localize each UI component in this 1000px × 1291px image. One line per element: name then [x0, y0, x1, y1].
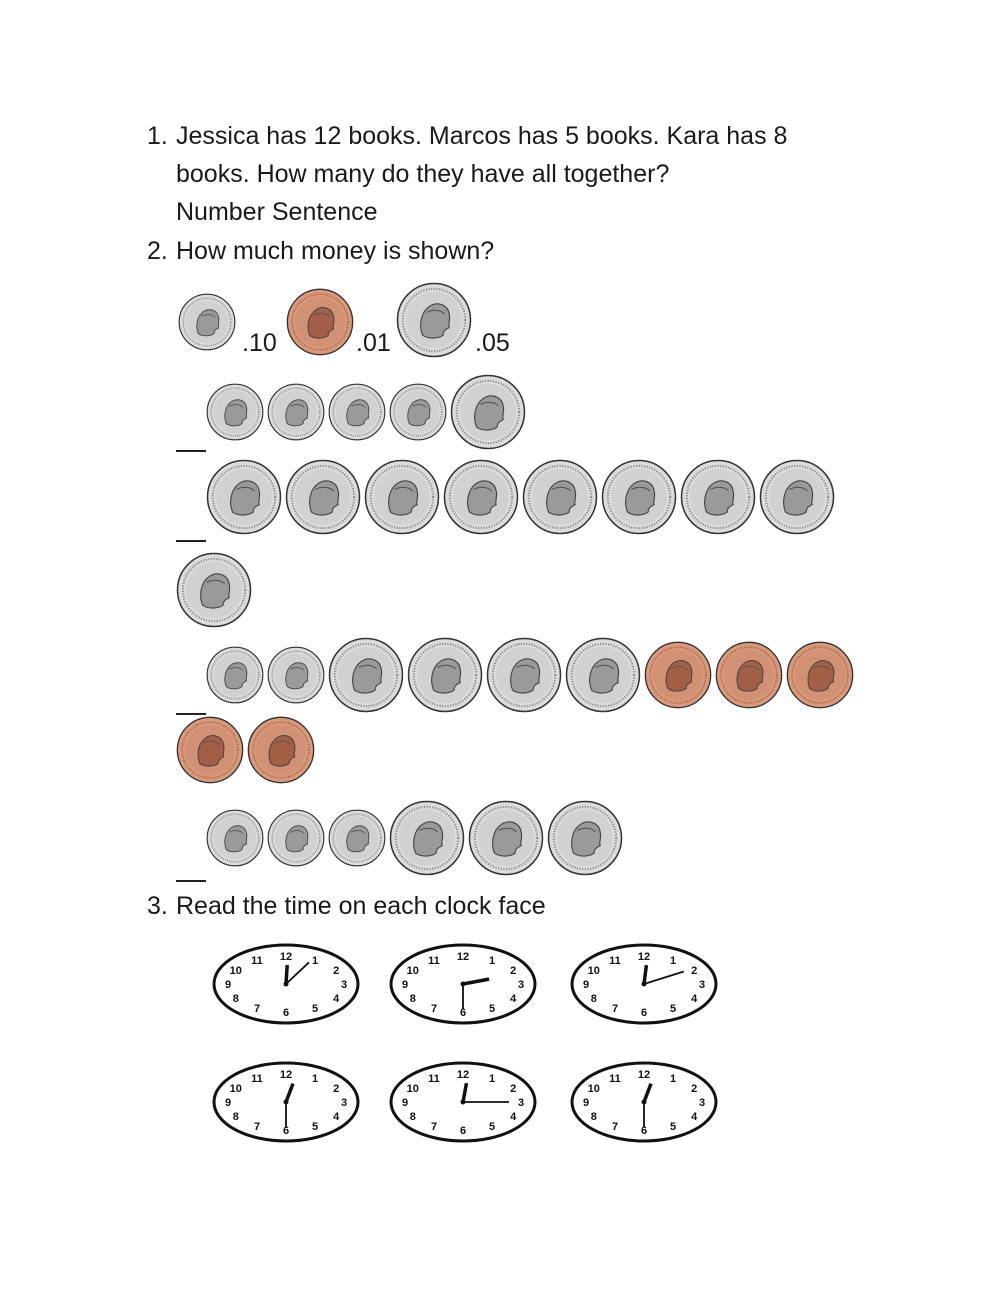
row-4-nickel-coin-icon	[547, 800, 623, 881]
svg-text:6: 6	[459, 1125, 467, 1137]
row-3-nickel-coin-icon	[565, 637, 641, 718]
row-1-dime-coin-icon	[206, 383, 264, 446]
svg-text:12: 12	[456, 1069, 470, 1081]
svg-text:5: 5	[488, 1121, 496, 1134]
svg-text:12: 12	[637, 951, 651, 963]
clock-face-6	[569, 1060, 719, 1144]
penny-value-label: .01	[356, 329, 391, 357]
svg-text:2: 2	[691, 965, 698, 977]
answer-blank-row-4[interactable]	[176, 880, 206, 882]
svg-text:10: 10	[587, 1083, 600, 1095]
svg-text:1: 1	[311, 954, 319, 967]
question-1-line-3: Number Sentence	[176, 198, 378, 226]
row-2-nickel-coin-icon	[206, 459, 282, 540]
svg-text:7: 7	[611, 1121, 619, 1134]
svg-text:10: 10	[229, 1083, 242, 1095]
svg-text:11: 11	[428, 954, 440, 967]
row-2-nickel-coin-icon	[443, 459, 519, 540]
row-2-nickel-coin-icon	[759, 459, 835, 540]
svg-text:4: 4	[333, 993, 340, 1005]
svg-text:3: 3	[340, 1097, 348, 1109]
answer-blank-row-1[interactable]	[176, 450, 206, 452]
svg-text:8: 8	[232, 993, 239, 1005]
svg-text:11: 11	[609, 954, 621, 967]
row-2-nickel-coin-icon	[176, 552, 252, 633]
row-3-nickel-coin-icon	[486, 637, 562, 718]
svg-text:1: 1	[669, 1072, 677, 1085]
svg-text:7: 7	[253, 1121, 261, 1134]
svg-text:9: 9	[224, 979, 232, 991]
row-4-nickel-coin-icon	[468, 800, 544, 881]
svg-text:2: 2	[333, 1083, 340, 1095]
svg-text:10: 10	[587, 965, 600, 977]
row-1-nickel-coin-icon	[450, 374, 526, 455]
row-2-nickel-coin-icon	[601, 459, 677, 540]
svg-text:8: 8	[232, 1111, 239, 1123]
row-2-nickel-coin-icon	[680, 459, 756, 540]
svg-text:2: 2	[510, 1083, 517, 1095]
row-2-nickel-coin-icon	[285, 459, 361, 540]
row-1-dime-coin-icon	[389, 383, 447, 446]
question-1-line-2: books. How many do they have all together?	[176, 160, 670, 188]
svg-text:10: 10	[406, 1083, 419, 1095]
svg-text:11: 11	[251, 1072, 263, 1085]
svg-text:7: 7	[253, 1003, 261, 1016]
svg-text:6: 6	[640, 1125, 648, 1137]
svg-text:4: 4	[691, 1111, 698, 1123]
row-3-penny-coin-icon	[786, 641, 854, 714]
question-3-number: 3.	[147, 892, 168, 920]
svg-text:11: 11	[428, 1072, 440, 1085]
svg-text:4: 4	[510, 993, 517, 1005]
question-1-number: 1.	[147, 122, 168, 150]
svg-text:6: 6	[459, 1007, 467, 1019]
svg-text:1: 1	[669, 954, 677, 967]
svg-text:8: 8	[409, 993, 416, 1005]
question-2-number: 2.	[147, 237, 168, 265]
svg-text:12: 12	[637, 1069, 651, 1081]
row-3-nickel-coin-icon	[328, 637, 404, 718]
nickel-coin-icon	[396, 282, 472, 363]
row-4-dime-coin-icon	[206, 809, 264, 872]
svg-text:4: 4	[691, 993, 698, 1005]
svg-text:12: 12	[279, 951, 293, 963]
row-3-penny-coin-icon	[247, 716, 315, 789]
svg-text:7: 7	[430, 1003, 438, 1016]
row-3-penny-coin-icon	[715, 641, 783, 714]
row-2-nickel-coin-icon	[364, 459, 440, 540]
svg-text:9: 9	[401, 1097, 409, 1109]
row-3-penny-coin-icon	[176, 716, 244, 789]
svg-text:5: 5	[311, 1003, 319, 1016]
svg-text:10: 10	[229, 965, 242, 977]
dime-coin-icon	[178, 293, 236, 356]
clock-face-3	[569, 942, 719, 1026]
svg-text:6: 6	[282, 1007, 290, 1019]
row-3-nickel-coin-icon	[407, 637, 483, 718]
nickel-value-label: .05	[475, 329, 510, 357]
svg-text:5: 5	[488, 1003, 496, 1016]
row-2-nickel-coin-icon	[522, 459, 598, 540]
row-1-dime-coin-icon	[267, 383, 325, 446]
svg-text:8: 8	[590, 993, 597, 1005]
row-4-nickel-coin-icon	[389, 800, 465, 881]
clock-face-1	[211, 942, 361, 1026]
row-3-penny-coin-icon	[644, 641, 712, 714]
svg-text:7: 7	[430, 1121, 438, 1134]
row-1-dime-coin-icon	[328, 383, 386, 446]
svg-text:11: 11	[609, 1072, 621, 1085]
svg-text:1: 1	[311, 1072, 319, 1085]
svg-text:5: 5	[669, 1121, 677, 1134]
svg-text:3: 3	[517, 979, 525, 991]
svg-text:12: 12	[279, 1069, 293, 1081]
svg-text:9: 9	[582, 979, 590, 991]
answer-blank-row-2[interactable]	[176, 540, 206, 542]
svg-text:8: 8	[590, 1111, 597, 1123]
svg-text:9: 9	[401, 979, 409, 991]
dime-value-label: .10	[242, 329, 277, 357]
svg-text:1: 1	[488, 954, 496, 967]
row-4-dime-coin-icon	[267, 809, 325, 872]
question-3-prompt: Read the time on each clock face	[176, 892, 546, 920]
row-4-dime-coin-icon	[328, 809, 386, 872]
svg-text:7: 7	[611, 1003, 619, 1016]
clock-face-4	[211, 1060, 361, 1144]
row-3-dime-coin-icon	[206, 646, 264, 709]
svg-text:3: 3	[517, 1097, 525, 1109]
svg-text:2: 2	[510, 965, 517, 977]
svg-text:5: 5	[311, 1121, 319, 1134]
svg-text:3: 3	[698, 1097, 706, 1109]
svg-text:5: 5	[669, 1003, 677, 1016]
svg-text:2: 2	[333, 965, 340, 977]
clock-face-5	[388, 1060, 538, 1144]
clock-face-2	[388, 942, 538, 1026]
svg-text:11: 11	[251, 954, 263, 967]
svg-text:1: 1	[488, 1072, 496, 1085]
svg-text:6: 6	[282, 1125, 290, 1137]
svg-text:2: 2	[691, 1083, 698, 1095]
question-1-line-1: Jessica has 12 books. Marcos has 5 books. Kara has 8	[176, 122, 788, 150]
svg-text:12: 12	[456, 951, 470, 963]
svg-text:4: 4	[333, 1111, 340, 1123]
penny-coin-icon	[286, 288, 354, 361]
row-3-dime-coin-icon	[267, 646, 325, 709]
svg-text:3: 3	[340, 979, 348, 991]
answer-blank-row-3[interactable]	[176, 713, 206, 715]
svg-text:8: 8	[409, 1111, 416, 1123]
svg-text:9: 9	[224, 1097, 232, 1109]
question-2-prompt: How much money is shown?	[176, 237, 495, 265]
svg-text:10: 10	[406, 965, 419, 977]
svg-text:6: 6	[640, 1007, 648, 1019]
svg-text:9: 9	[582, 1097, 590, 1109]
svg-text:4: 4	[510, 1111, 517, 1123]
svg-text:3: 3	[698, 979, 706, 991]
